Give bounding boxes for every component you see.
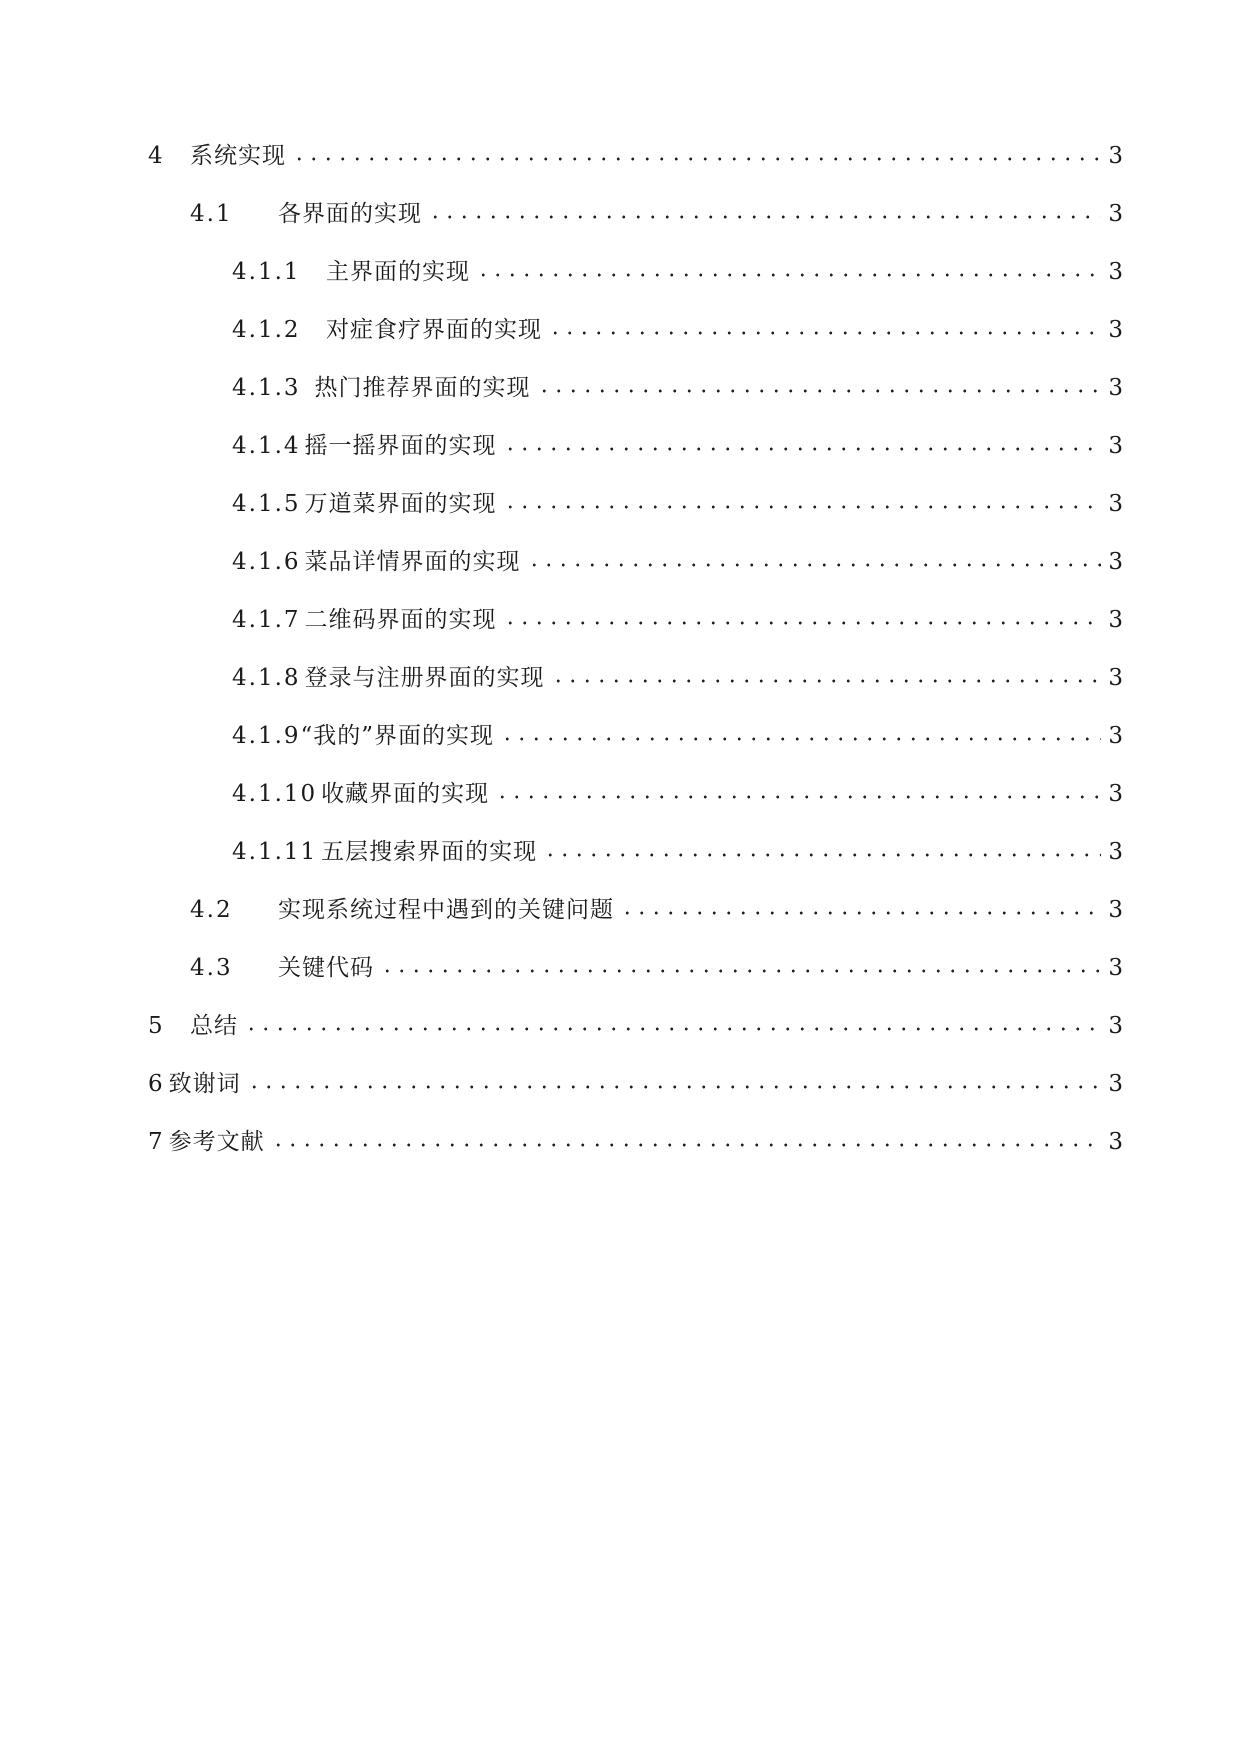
toc-entry-title: 对症食疗界面的实现 [326,317,542,343]
dot-leader [537,386,1101,396]
toc-entry-page: 3 [1108,607,1123,633]
toc-entry-number: 4.1.7 [232,607,301,633]
toc-entry-4-1-8[interactable] [148,634,1123,692]
toc-entry-title: 总结 [190,1013,238,1039]
toc-entry-number: 4.1.8 [232,665,301,691]
toc-entry-title: 主界面的实现 [326,259,470,285]
toc-entry-number: 4.1.1 [232,259,301,285]
toc-entry-4-1[interactable] [148,170,1123,228]
toc-entry-number: 4.1.4 [232,433,301,459]
toc-entry-7[interactable] [148,1098,1123,1156]
toc-entry-title: 摇一摇界面的实现 [304,433,497,459]
dot-leader [271,1140,1101,1150]
toc-entry-title: 各界面的实现 [278,201,422,227]
toc-entry-title: 系统实现 [190,143,286,169]
dot-leader [476,270,1101,280]
dot-leader [543,850,1101,860]
toc-entry-number: 4.3 [190,955,233,981]
toc-entry-4-1-7[interactable] [148,576,1123,634]
dot-leader [292,154,1101,164]
toc-entry-number: 4.1.9 [232,723,301,749]
table-of-contents [148,112,1123,1156]
toc-entry-number: 4.1.2 [232,317,301,343]
toc-entry-page: 3 [1108,1129,1123,1155]
toc-entry-title: 收藏界面的实现 [321,781,490,807]
toc-entry-4-2[interactable] [148,866,1123,924]
dot-leader [527,560,1101,570]
toc-entry-number: 4.2 [190,897,233,923]
toc-entry-number: 6 [148,1071,165,1097]
dot-leader [500,734,1101,744]
toc-entry-page: 3 [1108,201,1123,227]
toc-entry-number: 4.1.3 [232,375,301,401]
dot-leader [551,676,1101,686]
toc-entry-page: 3 [1108,375,1123,401]
toc-entry-number: 4.1.11 [232,839,318,865]
toc-entry-page: 3 [1108,839,1123,865]
toc-entry-page: 3 [1108,723,1123,749]
dot-leader [380,966,1101,976]
toc-entry-number: 4.1 [190,201,233,227]
dot-leader [503,444,1101,454]
toc-entry-page: 3 [1108,1013,1123,1039]
toc-entry-title: 关键代码 [278,955,374,981]
toc-entry-4-1-10[interactable] [148,750,1123,808]
toc-entry-4-1-11[interactable] [148,808,1123,866]
toc-entry-title: 二维码界面的实现 [304,607,497,633]
toc-entry-page: 3 [1108,665,1123,691]
toc-entry-number: 5 [148,1013,165,1039]
dot-leader [428,212,1101,222]
toc-entry-page: 3 [1108,143,1123,169]
toc-entry-4-1-1[interactable] [148,228,1123,286]
dot-leader [247,1082,1101,1092]
toc-entry-title: “我的”界面的实现 [300,723,495,749]
toc-entry-4-1-9[interactable] [148,692,1123,750]
toc-entry-title: 参考文献 [168,1129,265,1155]
toc-entry-page: 3 [1108,259,1123,285]
toc-entry-4-1-4[interactable] [148,402,1123,460]
toc-entry-number: 7 [148,1129,165,1155]
dot-leader [244,1024,1101,1034]
dot-leader [503,618,1101,628]
toc-entry-6[interactable] [148,1040,1123,1098]
toc-entry-number: 4.1.5 [232,491,301,517]
toc-entry-title: 菜品详情界面的实现 [304,549,521,575]
toc-entry-title: 致谢词 [168,1071,241,1097]
toc-entry-page: 3 [1108,1071,1123,1097]
toc-entry-page: 3 [1108,549,1123,575]
toc-entry-page: 3 [1108,317,1123,343]
toc-entry-4[interactable] [148,112,1123,170]
dot-leader [503,502,1101,512]
toc-entry-title: 五层搜索界面的实现 [321,839,538,865]
toc-entry-page: 3 [1108,897,1123,923]
toc-entry-title: 登录与注册界面的实现 [304,665,545,691]
dot-leader [548,328,1101,338]
toc-entry-number: 4.1.6 [232,549,301,575]
toc-entry-4-1-3[interactable] [148,344,1123,402]
toc-entry-title: 热门推荐界面的实现 [314,375,531,401]
toc-entry-title: 实现系统过程中遇到的关键问题 [278,897,614,923]
toc-entry-number: 4 [148,143,165,169]
toc-entry-4-1-5[interactable] [148,460,1123,518]
toc-entry-4-1-2[interactable] [148,286,1123,344]
toc-entry-page: 3 [1108,781,1123,807]
toc-entry-5[interactable] [148,982,1123,1040]
toc-entry-number: 4.1.10 [232,781,318,807]
dot-leader [495,792,1101,802]
toc-entry-page: 3 [1108,491,1123,517]
toc-entry-4-3[interactable] [148,924,1123,982]
dot-leader [620,908,1101,918]
toc-entry-page: 3 [1108,955,1123,981]
toc-entry-title: 万道菜界面的实现 [304,491,497,517]
toc-entry-4-1-6[interactable] [148,518,1123,576]
toc-entry-page: 3 [1108,433,1123,459]
